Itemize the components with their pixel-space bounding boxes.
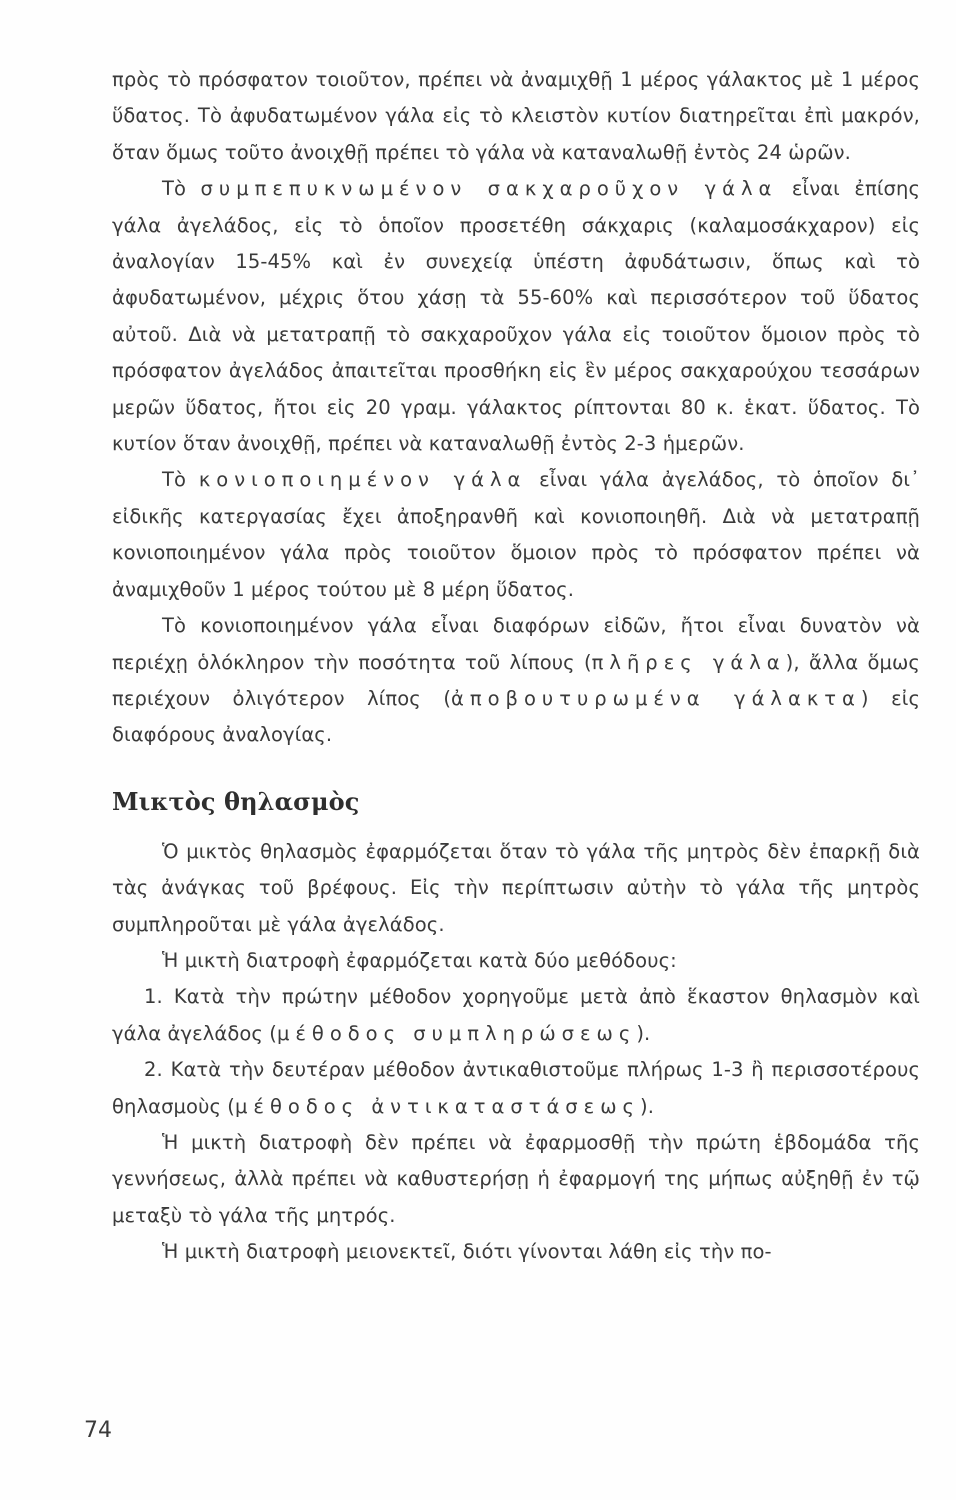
paragraph-powdered-milk xyxy=(112,462,920,608)
section-heading: Μικτὸς θηλασμὸς xyxy=(112,786,360,816)
paragraph-lead: Τὸ xyxy=(162,177,201,201)
paragraph-condensed-milk xyxy=(112,171,920,462)
paragraph-text: εἶναι γάλα ἀγελάδος, τὸ ὁποῖον δι᾽ εἰδικῆς κατεργασίας ἔχει ἀποξηρανθῆ καὶ κονιοποιηθῆ. Διὰ νὰ μετατραπῇ κονιοποιημένον γάλα πρὸς τοιοῦτον ὅμοιον πρὸς τὸ πρόσφατον πρέπει νὰ ἀναμιχθοῦν 1 μέρος τούτου μὲ 8 μέρη ὕδατος. xyxy=(112,468,920,601)
term-skimmed-milk: ἀποβουτυρωμένα γάλακτα xyxy=(451,686,861,710)
term-supplement-method: μέθοδος συμπληρώσεως xyxy=(276,1021,637,1045)
paragraph-disadvantage: Ἡ μικτὴ διατροφὴ μειονεκτεῖ, διότι γίνονται λάθη εἰς τὴν πο- xyxy=(162,1240,772,1264)
paragraph-mixed-feeding: Ὁ μικτὸς θηλασμὸς ἐφαρμόζεται ὅταν τὸ γάλα τῆς μητρὸς δὲν ἐπαρκῇ διὰ τὰς ἀνάγκας τοῦ βρέφους. Εἰς τὴν περίπτωσιν αὐτὴν τὸ γάλα τῆς μητρὸς συμπληροῦται μὲ γάλα ἀγελάδος. xyxy=(112,839,920,936)
term-condensed-milk: συμπεπυκνωμένον σακχαροῦχον γάλα xyxy=(200,177,778,201)
list-item-method-2 xyxy=(112,1052,920,1125)
paragraph-1: πρὸς τὸ πρόσφατον τοιοῦτον, πρέπει νὰ ἀναμιχθῇ 1 μέρος γάλακτος μὲ 1 μέρος ὕδατος. Τὸ ἀφυδατωμένον γάλα εἰς τὸ κλειστὸν κυτίον διατηρεῖται ἐπὶ μακρόν, ὅταν ὅμως τοῦτο ἀνοιχθῇ πρέπει τὸ γάλα νὰ καταναλωθῇ ἐντὸς 24 ὡρῶν. xyxy=(112,68,920,164)
list-item-method-1 xyxy=(112,979,920,1052)
paragraph-text: Τὸ κονιοποιημένον γάλα εἶναι διαφόρων εἰδῶν, ἤτοι εἶναι δυνατὸν νὰ περιέχῃ ὁλόκληρον τὴν ποσότητα τοῦ λίπους ( xyxy=(112,614,920,674)
list-item-text: ). xyxy=(636,1021,651,1045)
paragraph-first-week: Ἡ μικτὴ διατροφὴ δὲν πρέπει νὰ ἐφαρμοσθῇ τὴν πρώτη ἑβδομάδα τῆς γεννήσεως, ἀλλὰ πρέπει νὰ καθυστερήσῃ ἡ ἐφαρμογή της μήπως αὐξηθῇ ἐν τῷ μεταξὺ τὸ γάλα τῆς μητρός. xyxy=(112,1130,920,1227)
list-item-text: ). xyxy=(639,1094,654,1118)
paragraph-text: εἶναι ἐπίσης γάλα ἀγελάδος, εἰς τὸ ὁποῖον προσετέθη σάκχαρις (καλαμοσάκχαρον) εἰς ἀναλογίαν 15-45% καὶ ἐν συνεχείᾳ ὑπέστη ἀφυδάτωσιν, ὅπως καὶ τὸ ἀφυδατωμένον, μέχρις ὅτου χάσῃ τὰ 55-60% καὶ περισσότερον τοῦ ὕδατος αὐτοῦ. Διὰ νὰ μετατραπῇ τὸ σακχαροῦχον γάλα εἰς τοιοῦτον ὅμοιον πρὸς τὸ πρόσφατον ἀγελάδος ἀπαιτεῖται προσθήκη εἰς ἓν μέρος σακχαρούχου τεσσάρων μερῶν ὕδατος, ἤτοι εἰς 20 γραμ. γάλακτος ρίπτονται 80 κ. ἑκατ. ὕδατος. Τὸ κυτίον ὅταν ἀνοιχθῇ, πρέπει νὰ καταναλωθῇ ἐντὸς 2-3 ἡμερῶν. xyxy=(112,177,920,456)
term-full-milk: πλῆρες γάλα xyxy=(591,650,786,674)
paragraph-text: ) εἰς διαφόρους ἀναλογίας. xyxy=(112,686,920,747)
paragraph-methods-intro: Ἡ μικτὴ διατροφὴ ἐφαρμόζεται κατὰ δύο μεθόδους: xyxy=(162,948,677,972)
term-replacement-method: μέθοδος ἀντικαταστάσεως xyxy=(235,1094,640,1118)
page-number: 74 xyxy=(84,1418,112,1443)
list-item-text: 2. Κατὰ τὴν δευτέραν μέθοδον ἀντικαθιστοῦμε πλήρως 1-3 ἢ περισσοτέρους θηλασμοὺς ( xyxy=(112,1058,920,1118)
paragraph-text: ), ἄλλα ὅμως περιέχουν ὀλιγότερον λίπος ( xyxy=(112,650,920,710)
page-body xyxy=(112,62,920,1271)
paragraph-lead: Τὸ xyxy=(162,468,199,492)
paragraph-milk-types xyxy=(112,608,920,754)
term-powdered-milk: κονιοποιημένον γάλα xyxy=(198,468,527,492)
list-item-text: 1. Κατὰ τὴν πρώτην μέθοδον χορηγοῦμε μετὰ ἀπὸ ἕκαστον θηλασμὸν καὶ γάλα ἀγελάδος ( xyxy=(112,985,920,1045)
